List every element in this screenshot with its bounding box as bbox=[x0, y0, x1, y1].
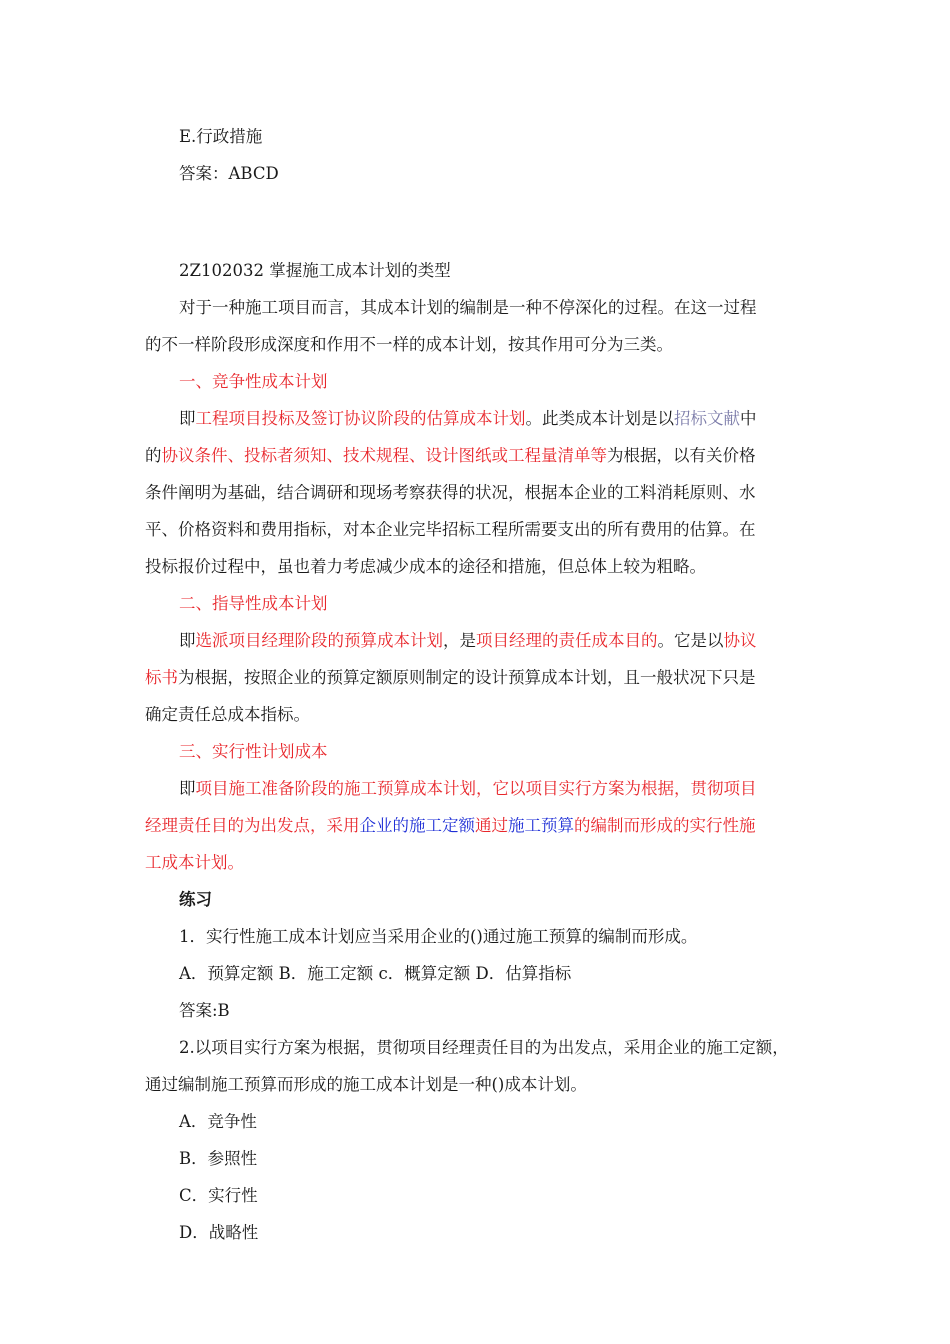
implementation-plan-line-2 bbox=[145, 807, 810, 844]
highlight-fragment: 选派项目经理阶段的预算成本计划 bbox=[195, 631, 443, 650]
text-fragment: 。它是以 bbox=[657, 631, 724, 650]
question-2-option-b: B．参照性 bbox=[179, 1149, 258, 1168]
text-fragment: 即 bbox=[179, 779, 196, 798]
intro-line-1: 对于一种施工项目而言，其成本计划的编制是一种不停深化的过程。在这一过程 bbox=[179, 298, 757, 317]
blue-fragment: 施工预算 bbox=[508, 816, 574, 835]
intro-line-2: 的不一样阶段形成深度和作用不一样的成本计划，按其作用可分为三类。 bbox=[145, 335, 673, 354]
highlight-fragment: 协议条件、投标者须知、技术规程、设计图纸或工程量清单等 bbox=[161, 446, 607, 465]
question-2-line-1: 2.以项目实行方案为根据，贯彻项目经理责任目的为出发点，采用企业的施工定额， bbox=[179, 1038, 789, 1057]
document-page bbox=[145, 118, 810, 1251]
question-1-options: A．预算定额 B．施工定额 c．概算定额 D．估算指标 bbox=[179, 964, 572, 983]
highlight-fragment: 协议 bbox=[723, 631, 757, 650]
question-2-option-d: D．战略性 bbox=[179, 1223, 259, 1242]
highlight-fragment: 通过 bbox=[475, 816, 508, 835]
highlight-fragment: 经理责任目的为出发点，采用 bbox=[145, 816, 360, 835]
highlight-fragment: 项目经理的责任成本目的 bbox=[476, 631, 658, 650]
section-heading: 2Z102032 掌握施工成本计划的类型 bbox=[179, 261, 451, 280]
highlight-fragment: 标书 bbox=[145, 668, 178, 687]
competitive-plan-title: 一、竞争性成本计划 bbox=[179, 372, 328, 391]
competitive-plan-line-5: 投标报价过程中，虽也着力考虑减少成本的途径和措施，但总体上较为粗略。 bbox=[145, 557, 706, 576]
guiding-plan-line-1 bbox=[145, 622, 810, 659]
text-fragment: 即 bbox=[179, 409, 196, 428]
option-e: E.行政措施 bbox=[179, 127, 263, 146]
implementation-plan-title: 三、实行性计划成本 bbox=[179, 742, 328, 761]
text-fragment: 即 bbox=[179, 631, 196, 650]
highlight-fragment: 招标文献 bbox=[674, 409, 740, 428]
guiding-plan-line-3: 确定责任总成本指标。 bbox=[145, 705, 310, 724]
highlight-fragment: 工程项目投标及签订协议阶段的估算成本计划 bbox=[195, 409, 526, 428]
guiding-plan-line-2 bbox=[145, 659, 810, 696]
question-2-line-2: 通过编制施工预算而形成的施工成本计划是一种()成本计划。 bbox=[145, 1075, 587, 1094]
competitive-plan-line-1 bbox=[145, 400, 810, 437]
guiding-plan-title: 二、指导性成本计划 bbox=[179, 594, 328, 613]
question-2-option-a: A．竞争性 bbox=[179, 1112, 257, 1131]
text-fragment: 为根据，按照企业的预算定额原则制定的设计预算成本计划，且一般状况下只是 bbox=[178, 668, 756, 687]
highlight-fragment: 项目施工准备阶段的施工预算成本计划，它以项目实行方案为根据，贯彻项目 bbox=[195, 779, 757, 798]
text-fragment: 为根据，以有关价格 bbox=[607, 446, 756, 465]
text-fragment: 的 bbox=[145, 446, 162, 465]
text-fragment: 。此类成本计划是以 bbox=[525, 409, 674, 428]
spacer bbox=[145, 192, 810, 252]
question-1-answer: 答案:B bbox=[179, 1001, 230, 1020]
text-fragment: ，是 bbox=[443, 631, 476, 650]
competitive-plan-line-3: 条件阐明为基础，结合调研和现场考察获得的状况，根据本企业的工料消耗原则、水 bbox=[145, 483, 756, 502]
question-2-option-c: C．实行性 bbox=[179, 1186, 258, 1205]
implementation-plan-line-3: 工成本计划。 bbox=[145, 853, 244, 872]
blue-fragment: 企业的施工定额 bbox=[359, 816, 475, 835]
question-1: 1．实行性施工成本计划应当采用企业的()通过施工预算的编制而形成。 bbox=[179, 927, 698, 946]
implementation-plan-line-1 bbox=[145, 770, 810, 807]
competitive-plan-line-4: 平、价格资料和费用指标，对本企业完毕招标工程所需要支出的所有费用的估算。在 bbox=[145, 520, 756, 539]
practice-title: 练习 bbox=[179, 890, 212, 909]
highlight-fragment: 的编制而形成的实行性施 bbox=[574, 816, 756, 835]
answer-abcd: 答案：ABCD bbox=[179, 164, 279, 183]
competitive-plan-line-2 bbox=[145, 437, 810, 474]
text-fragment: 中 bbox=[740, 409, 757, 428]
